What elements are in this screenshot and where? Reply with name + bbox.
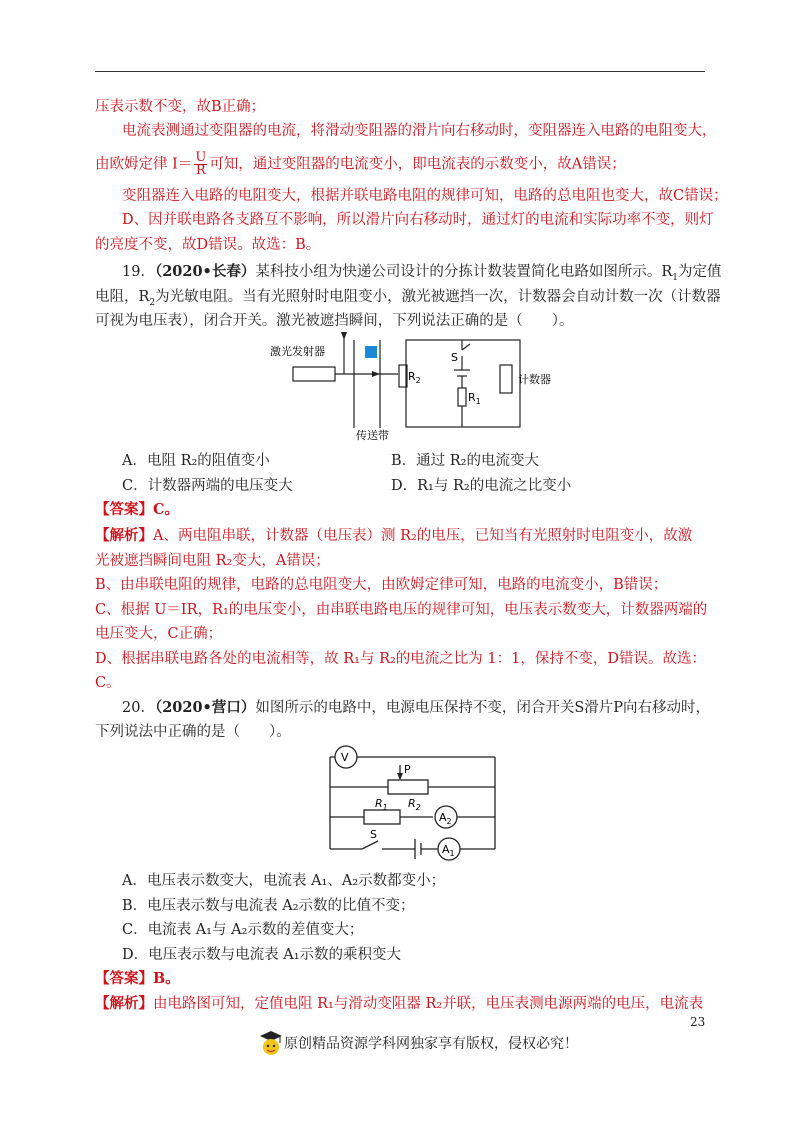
question-19-line: 可视为电压表），闭合开关。激光被遮挡瞬间，下列说法正确的是（ ）。: [95, 313, 574, 329]
text-line: 的亮度不变，故D错误。故选：B。: [95, 237, 321, 253]
text-line: 变阻器连入电路的电阻变大，根据并联电路电阻的规律可知，电路的总电阻也变大，故C错误；: [122, 188, 728, 204]
analysis-line: D、根据串联电路各处的电流相等，故 R₁与 R₂的电流之比为 1：1，保持不变，D错误。故选：: [95, 651, 706, 667]
text-line: 电流表测通过变阻器的电流，将滑动变阻器的滑片向右移动时，变阻器连入电路的电阻变大，: [122, 123, 717, 139]
text-line: 压表示数不变，故B正确；: [95, 99, 266, 115]
text-line-with-formula: 由欧姆定律 I＝ $\frac{U}{R}$ 可知，通过变阻器的电流变小，即电流表的示数变小，故A错误；: [95, 150, 626, 178]
analysis-line: 光被遮挡瞬间电阻 R₂变大，A错误；: [95, 553, 330, 569]
option-a: A．电阻 R₂的阻值变小: [122, 453, 270, 469]
analysis-line: B、由串联电阻的规律，电路的总电阻变大，由欧姆定律可知，电路的电流变小，B错误；: [95, 577, 668, 593]
ammeter-a2-label: $A_2$: [439, 811, 452, 826]
switch-label: S: [370, 828, 377, 841]
answer-20: 【答案】B。: [95, 970, 180, 987]
belt-label: 传送带: [356, 429, 389, 442]
option-c: C．电流表 A₁与 A₂示数的差值变大；: [122, 922, 364, 938]
ohm-fraction: $\frac{U}{R}$: [195, 150, 207, 178]
analysis-line: C。: [95, 675, 121, 691]
ammeter-a1-label: $A_1$: [442, 843, 455, 858]
question-20-line: 20．（2020•营口）如图所示的电路中，电源电压保持不变，闭合开关S滑片P向右移动时，: [122, 699, 711, 716]
copyright-text: 原创精品资源学科网独家享有版权，侵权必究！: [284, 1036, 578, 1052]
question-19-line: 19．（2020•长春）某科技小组为快递公司设计的分拣计数装置简化电路如图所示。$R_1$为定值: [122, 263, 722, 283]
text-line: D、因并联电路各支路互不影响，所以滑片向右移动时，通过灯的电流和实际功率不变，则灯: [122, 212, 714, 228]
header-rule: [95, 71, 705, 72]
option-b: B．通过 R₂的电流变大: [391, 453, 539, 469]
arrow-icon: [372, 371, 380, 377]
r1-label: $R_1$: [375, 797, 388, 812]
parallel-circuit-figure: [320, 743, 505, 863]
scholar-mascot-icon: [258, 1028, 284, 1058]
analysis-line: 【解析】由电路图可知，定值电阻 R₁与滑动变阻器 R₂并联，电压表测电源两端的电压，电流表: [95, 995, 704, 1012]
analysis-line: 电压变大，C正确；: [95, 626, 223, 642]
footer: [258, 1028, 578, 1058]
sorting-counter-circuit-figure: [268, 332, 551, 442]
voltmeter-label: V: [341, 751, 349, 764]
r2-label: $R_2$: [408, 370, 421, 385]
analysis-line: C、根据 U＝IR，R₁的电压变小，由串联电路电压的规律可知，电压表示数变大，计数器两端的: [95, 602, 708, 618]
switch-label: S: [451, 351, 458, 364]
analysis-line: 【解析】A、两电阻串联，计数器（电压表）测 R₂的电压，已知当有光照射时电阻变小，故激: [95, 527, 693, 544]
page-number: 23: [690, 1015, 706, 1029]
parcel-icon: [365, 346, 377, 358]
laser-label: 激光发射器: [270, 345, 325, 358]
option-c: C．计数器两端的电压变大: [122, 478, 293, 494]
r1-label: $R_1$: [468, 391, 481, 406]
question-20-line: 下列说法中正确的是（ ）。: [95, 724, 291, 740]
option-d: D．R₁与 R₂的电流之比变小: [391, 478, 572, 494]
option-b: B．电压表示数与电流表 A₂示数的比值不变；: [122, 898, 415, 914]
counter-label: 计数器: [518, 373, 551, 386]
option-d: D．电压表示数与电流表 A₁示数的乘积变大: [122, 947, 402, 963]
arrow-icon: [341, 332, 347, 340]
question-19-line: 电阻，$R_2$为光敏电阻。当有光照射时电阻变小，激光被遮挡一次，计数器会自动计数一次（计数器: [95, 289, 721, 308]
slider-arrow-icon: [397, 773, 403, 780]
slider-label: P: [404, 763, 411, 776]
answer-19: 【答案】C。: [95, 501, 180, 518]
r2-label: $R_2$: [408, 797, 421, 812]
option-a: A．电压表示数变大，电流表 A₁、A₂示数都变小；: [122, 873, 446, 889]
